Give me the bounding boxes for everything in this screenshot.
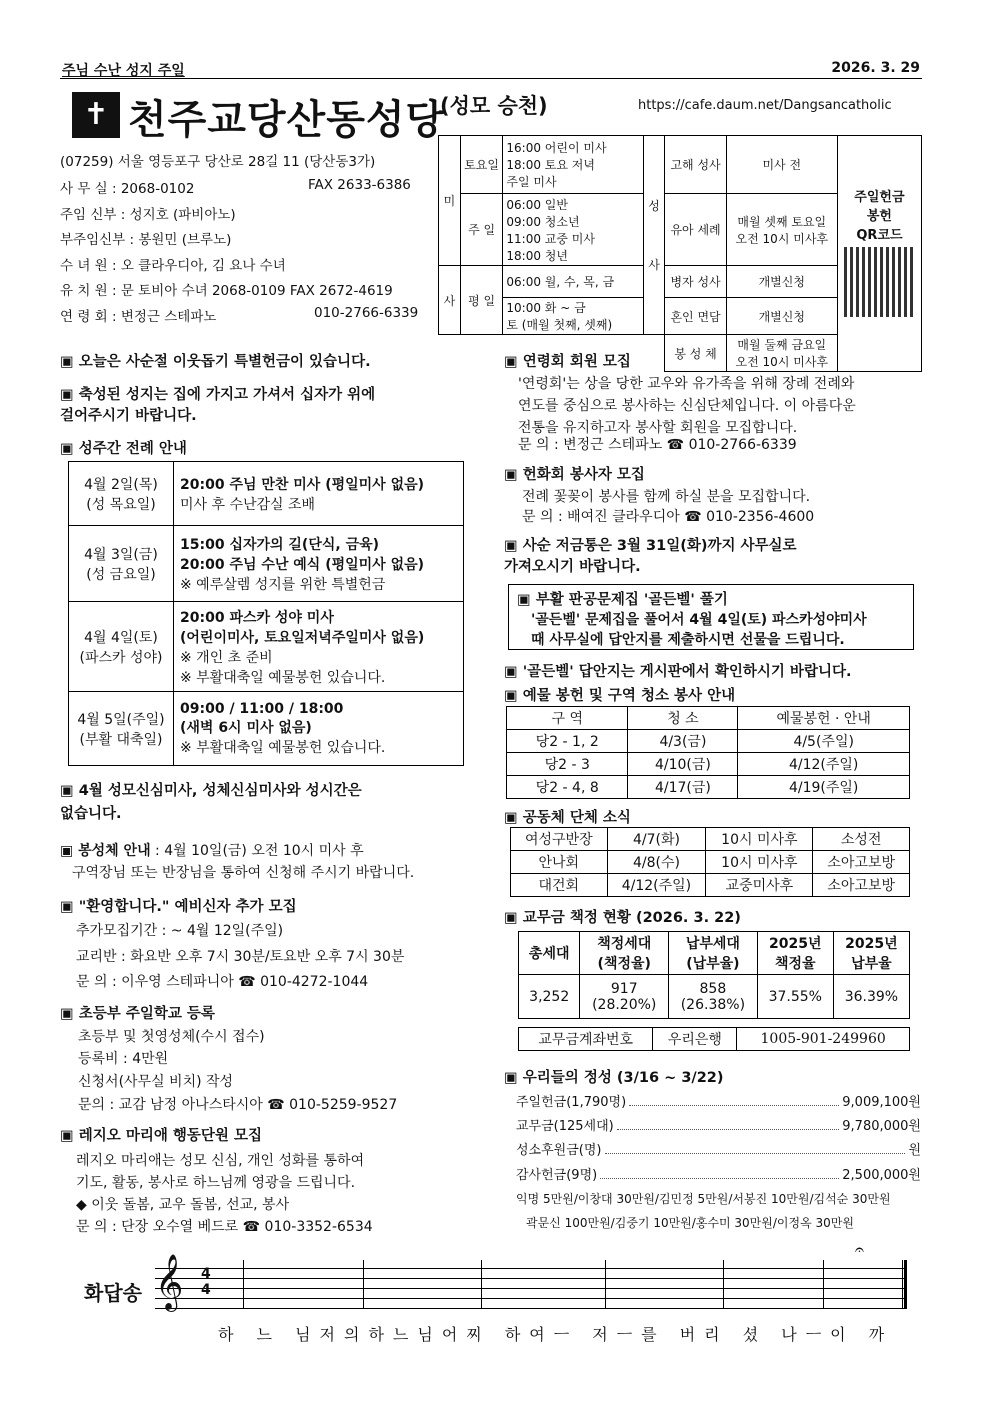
cleaning-cell: 당2 - 3 <box>507 753 628 776</box>
sacrament-time: 매월 둘째 금요일 오전 10시 미사후 <box>726 335 837 372</box>
sacrament-name: 봉 성 체 <box>665 335 726 372</box>
catechumen-line: 추가모집기간 : ~ 4월 12일(주일) <box>76 923 284 939</box>
week-label: 평 일 <box>460 266 503 335</box>
bulletin-date: 2026. 3. 29 <box>831 60 920 76</box>
sunday-school-line: 등록비 : 4만원 <box>78 1051 169 1067</box>
cleaning-cell: 당2 - 1, 2 <box>507 730 628 753</box>
golden-bell-line: 때 사무실에 답안지를 제출하시면 선물을 드립니다. <box>531 632 845 648</box>
mass-schedule-table <box>438 135 922 372</box>
hw-detail: 09:00 / 11:00 / 18:00 (새벽 6시 미사 없음) ※ 부활대축일 예물봉헌 있습니다. <box>174 692 464 766</box>
cleaning-cell: 4/5(주일) <box>738 730 910 753</box>
psalm-lyrics: 하 느 님저의하느님어찌 하여ㅡ 저ㅡ를 버리 셨 나ㅡ이 까 <box>218 1325 894 1344</box>
cleaning-cell: 4/12(주일) <box>738 753 910 776</box>
sunday-school-line: 신청서(사무실 비치) 작성 <box>78 1074 234 1090</box>
account-number[interactable]: 1005-901-249960 <box>737 1028 910 1051</box>
sunday-school-line: 초등부 및 첫영성체(수시 접수) <box>78 1029 265 1045</box>
qr-label: 주일헌금 봉헌 QR코드 <box>854 190 905 243</box>
community-cell: 여성구반장 <box>511 828 608 851</box>
legio-line: 문 의 : 단장 오수열 베드로 ☎ 010-3352-6534 <box>76 1219 373 1235</box>
flower-recruit-line: 전례 꽃꽂이 봉사를 함께 하실 분을 모집합니다. <box>522 489 811 505</box>
cleaning-header: 예물봉헌 · 안내 <box>738 707 910 730</box>
fermata-icon: 𝄐 <box>855 1240 864 1259</box>
hw-detail: 15:00 십자가의 길(단식, 금육) 20:00 주님 수난 예식 (평일미사 없음) ※ 예루살렘 성지를 위한 특별헌금 <box>174 526 464 602</box>
community-news-table <box>510 827 910 897</box>
convent: 수 녀 원 : 오 클라우디아, 김 요나 수녀 <box>60 258 286 274</box>
sunday-school-title: ▣ 초등부 주일학교 등록 <box>60 1006 215 1022</box>
sacrament-name: 혼인 면담 <box>665 298 726 335</box>
community-cell: 4/7(화) <box>607 828 706 851</box>
tithe-header: 총세대 <box>519 932 580 975</box>
cleaning-table <box>506 706 910 799</box>
thanks-names: 익명 5만원/이창대 30만원/김민정 5만원/서봉진 10만원/김석순 30만원 <box>516 1192 891 1206</box>
holy-week-table <box>68 461 464 766</box>
catechumen-title: ▣ "환영합니다." 예비신자 추가 모집 <box>60 899 297 915</box>
parish-name: 천주교당산동성당 <box>128 96 446 143</box>
office-phone: 사 무 실 : 2068-0102 <box>60 181 195 197</box>
tithe-cell: 37.55% <box>757 975 833 1019</box>
legio-line: 기도, 활동, 봉사로 하느님께 영광을 드립니다. <box>76 1175 356 1191</box>
sacrament-name: 병자 성사 <box>665 266 726 298</box>
hw-date: 4월 3일(금) (성 금요일) <box>69 526 174 602</box>
funeral-recruit-line: 전통을 유지하고자 봉사할 회원을 모집합니다. <box>518 420 798 436</box>
offering-row: 감사헌금(9명) 2,500,000원 <box>516 1164 921 1183</box>
feast-name: (성모 승천) <box>440 94 548 118</box>
tithe-table <box>518 931 910 1019</box>
thanks-names: 곽문신 100만원/김중기 10만원/홍수미 30만원/이정옥 30만원 <box>526 1216 854 1230</box>
tithe-header: 2025년 책정율 <box>757 932 833 975</box>
community-cell: 10시 미사후 <box>706 851 813 874</box>
legio-line: ◆ 이웃 돌봄, 교우 돌봄, 선교, 봉사 <box>76 1197 290 1213</box>
notice-communion: ▣ 봉성체 안내 : 4월 10일(금) 오전 10시 미사 후 <box>60 843 364 859</box>
cafe-url[interactable]: https://cafe.daum.net/Dangsancatholic <box>638 98 892 113</box>
community-cell: 소아고보방 <box>813 874 910 897</box>
funeral-recruit-title: ▣ 연령회 회원 모집 <box>504 354 631 370</box>
hw-date: 4월 5일(주일) (부활 대축일) <box>69 692 174 766</box>
cleaning-cell: 4/10(금) <box>628 753 738 776</box>
tithe-header: 책정세대 (책정율) <box>580 932 669 975</box>
kindergarten: 유 치 원 : 문 토비아 수녀 2068-0109 FAX 2672-4619 <box>60 283 393 299</box>
bulletin-subtitle: 주님 수난 성지 주일 <box>62 63 185 79</box>
tithe-header: 2025년 납부율 <box>833 932 909 975</box>
cleaning-cell: 4/3(금) <box>628 730 738 753</box>
legio-title: ▣ 레지오 마리애 행동단원 모집 <box>60 1128 262 1144</box>
funeral-recruit-line: '연령회'는 상을 당한 교우와 유가족을 위해 장례 전례와 <box>518 376 855 392</box>
address: (07259) 서울 영등포구 당산로 28길 11 (당산동3가) <box>60 154 376 170</box>
cleaning-cell: 4/19(주일) <box>738 776 910 799</box>
qr-code[interactable] <box>844 247 914 317</box>
offering-row: 주일헌금(1,790명) 9,009,100원 <box>516 1091 921 1110</box>
community-cell: 10시 미사후 <box>706 828 813 851</box>
sun-masses: 06:00 일반 09:00 청소년 11:00 교중 미사 18:00 청년 <box>503 194 643 266</box>
account-label: 교무금계좌번호 <box>519 1028 653 1051</box>
catechumen-line: 문 의 : 이우영 스테파니아 ☎ 010-4272-1044 <box>76 974 369 990</box>
parish-logo: ✝ <box>72 92 120 138</box>
sun-label: 주 일 <box>460 194 503 266</box>
sacrament-name: 고해 성사 <box>665 136 726 194</box>
sa-label: 사 <box>439 266 461 335</box>
hw-date: 4월 2일(목) (성 목요일) <box>69 462 174 526</box>
community-cell: 4/8(수) <box>607 851 706 874</box>
page-header <box>60 62 922 79</box>
tithe-title: ▣ 교무금 책정 현황 (2026. 3. 22) <box>504 910 741 926</box>
weekday-masses-1: 06:00 월, 수, 목, 금 <box>503 266 643 298</box>
weekday-masses-2: 10:00 화 ~ 금 토 (매월 첫째, 셋째) <box>503 298 643 335</box>
office-fax: FAX 2633-6386 <box>308 177 411 193</box>
golden-bell-line: '골든벨' 문제집을 풀어서 4월 4일(토) 파스카성야미사 <box>531 612 867 628</box>
tithe-cell: 917 (28.20%) <box>580 975 669 1019</box>
pastor: 주임 신부 : 성지호 (파비아노) <box>60 207 236 223</box>
hw-date: 4월 4일(토) (파스카 성야) <box>69 602 174 692</box>
sat-label: 토요일 <box>460 136 503 194</box>
holy-week-title: ▣ 성주간 전례 안내 <box>60 441 187 457</box>
community-cell: 소성전 <box>813 828 910 851</box>
cleaning-cell: 4/17(금) <box>628 776 738 799</box>
notice-devotion-mass: ▣ 4월 성모신심미사, 성체신심미사와 성시간은 없습니다. <box>60 783 362 822</box>
funeral-society: 연 령 회 : 변정근 스테파노 <box>60 309 217 325</box>
hw-detail: 20:00 파스카 성야 미사 (어린이미사, 토요일저녁주일미사 없음) ※ 개인 초 준비 ※ 부활대축일 예물봉헌 있습니다. <box>174 602 464 692</box>
sacrament-time: 매월 셋째 토요일 오전 10시 미사후 <box>726 194 837 266</box>
time-signature-icon: 4 4 <box>201 1266 211 1298</box>
legio-line: 레지오 마리애는 성모 신심, 개인 성화를 통하여 <box>76 1153 365 1169</box>
tithe-header: 납부세대 (납부율) <box>669 932 758 975</box>
cleaning-header: 청 소 <box>628 707 738 730</box>
funeral-recruit-line: 연도를 중심으로 봉사하는 신심단체입니다. 이 아름다운 <box>518 398 856 414</box>
cleaning-title: ▣ 예물 봉헌 및 구역 청소 봉사 안내 <box>504 688 736 704</box>
hw-detail: 20:00 주님 만찬 미사 (평일미사 없음) 미사 후 수난감실 조배 <box>174 462 464 526</box>
mi-label: 미 <box>439 136 461 266</box>
seongsa-label: 성 사 <box>643 136 665 335</box>
associate-pastor: 부주임신부 : 봉원민 (브루노) <box>60 232 232 248</box>
golden-bell-answers: ▣ '골든벨' 답안지는 게시판에서 확인하시기 바랍니다. <box>504 664 852 680</box>
flower-recruit-line: 문 의 : 배여진 클라우디아 ☎ 010-2356-4600 <box>522 509 815 525</box>
community-cell: 교중미사후 <box>706 874 813 897</box>
offering-row: 성소후원금(명) 원 <box>516 1139 921 1158</box>
sacrament-time: 개별신청 <box>726 298 837 335</box>
sacrament-time: 개별신청 <box>726 266 837 298</box>
offerings-title: ▣ 우리들의 정성 (3/16 ~ 3/22) <box>504 1070 724 1086</box>
notice-special-collection: ▣ 오늘은 사순절 이웃돕기 특별헌금이 있습니다. <box>60 354 371 370</box>
community-cell: 대건회 <box>511 874 608 897</box>
account-bank: 우리은행 <box>653 1028 737 1051</box>
community-news-title: ▣ 공동체 단체 소식 <box>504 810 631 826</box>
community-cell: 안나회 <box>511 851 608 874</box>
qr-cell <box>837 136 921 372</box>
tithe-account <box>518 1027 910 1051</box>
sacrament-time: 미사 전 <box>726 136 837 194</box>
community-cell: 4/12(주일) <box>607 874 706 897</box>
tithe-cell: 3,252 <box>519 975 580 1019</box>
tithe-cell: 858 (26.38%) <box>669 975 758 1019</box>
golden-bell-box <box>508 584 914 650</box>
funeral-society-phone: 010-2766-6339 <box>314 305 419 321</box>
sunday-school-line: 문의 : 교감 남정 아나스타시아 ☎ 010-5259-9527 <box>78 1097 398 1113</box>
psalm-label: 화답송 <box>84 1281 142 1305</box>
lent-savings-notice: ▣ 사순 저금통은 3월 31일(화)까지 사무실로 가져오시기 바랍니다. <box>504 538 797 575</box>
cleaning-cell: 당2 - 4, 8 <box>507 776 628 799</box>
catechumen-line: 교리반 : 화요반 오후 7시 30분/토요반 오후 7시 30분 <box>76 949 405 965</box>
sacrament-name: 유아 세례 <box>665 194 726 266</box>
funeral-recruit-line: 문 의 : 변정근 스테파노 ☎ 010-2766-6339 <box>518 437 797 453</box>
music-staff <box>155 1240 907 1310</box>
notice-communion-detail: 구역장님 또는 반장님을 통하여 신청해 주시기 바랍니다. <box>72 865 415 881</box>
community-cell: 소아고보방 <box>813 851 910 874</box>
golden-bell-title: ▣ 부활 판공문제집 '골든벨' 풀기 <box>517 592 728 608</box>
treble-clef-icon: 𝄞 <box>155 1254 184 1310</box>
sat-masses: 16:00 어린이 미사 18:00 토요 저녁 주일 미사 <box>503 136 643 194</box>
offering-row: 교무금(125세대) 9,780,000원 <box>516 1115 921 1134</box>
flower-recruit-title: ▣ 헌화회 봉사자 모집 <box>504 467 645 483</box>
notice-palm: ▣ 축성된 성지는 집에 가지고 가셔서 십자가 위에 걸어주시기 바랍니다. <box>60 387 376 424</box>
cleaning-header: 구 역 <box>507 707 628 730</box>
tithe-cell: 36.39% <box>833 975 909 1019</box>
